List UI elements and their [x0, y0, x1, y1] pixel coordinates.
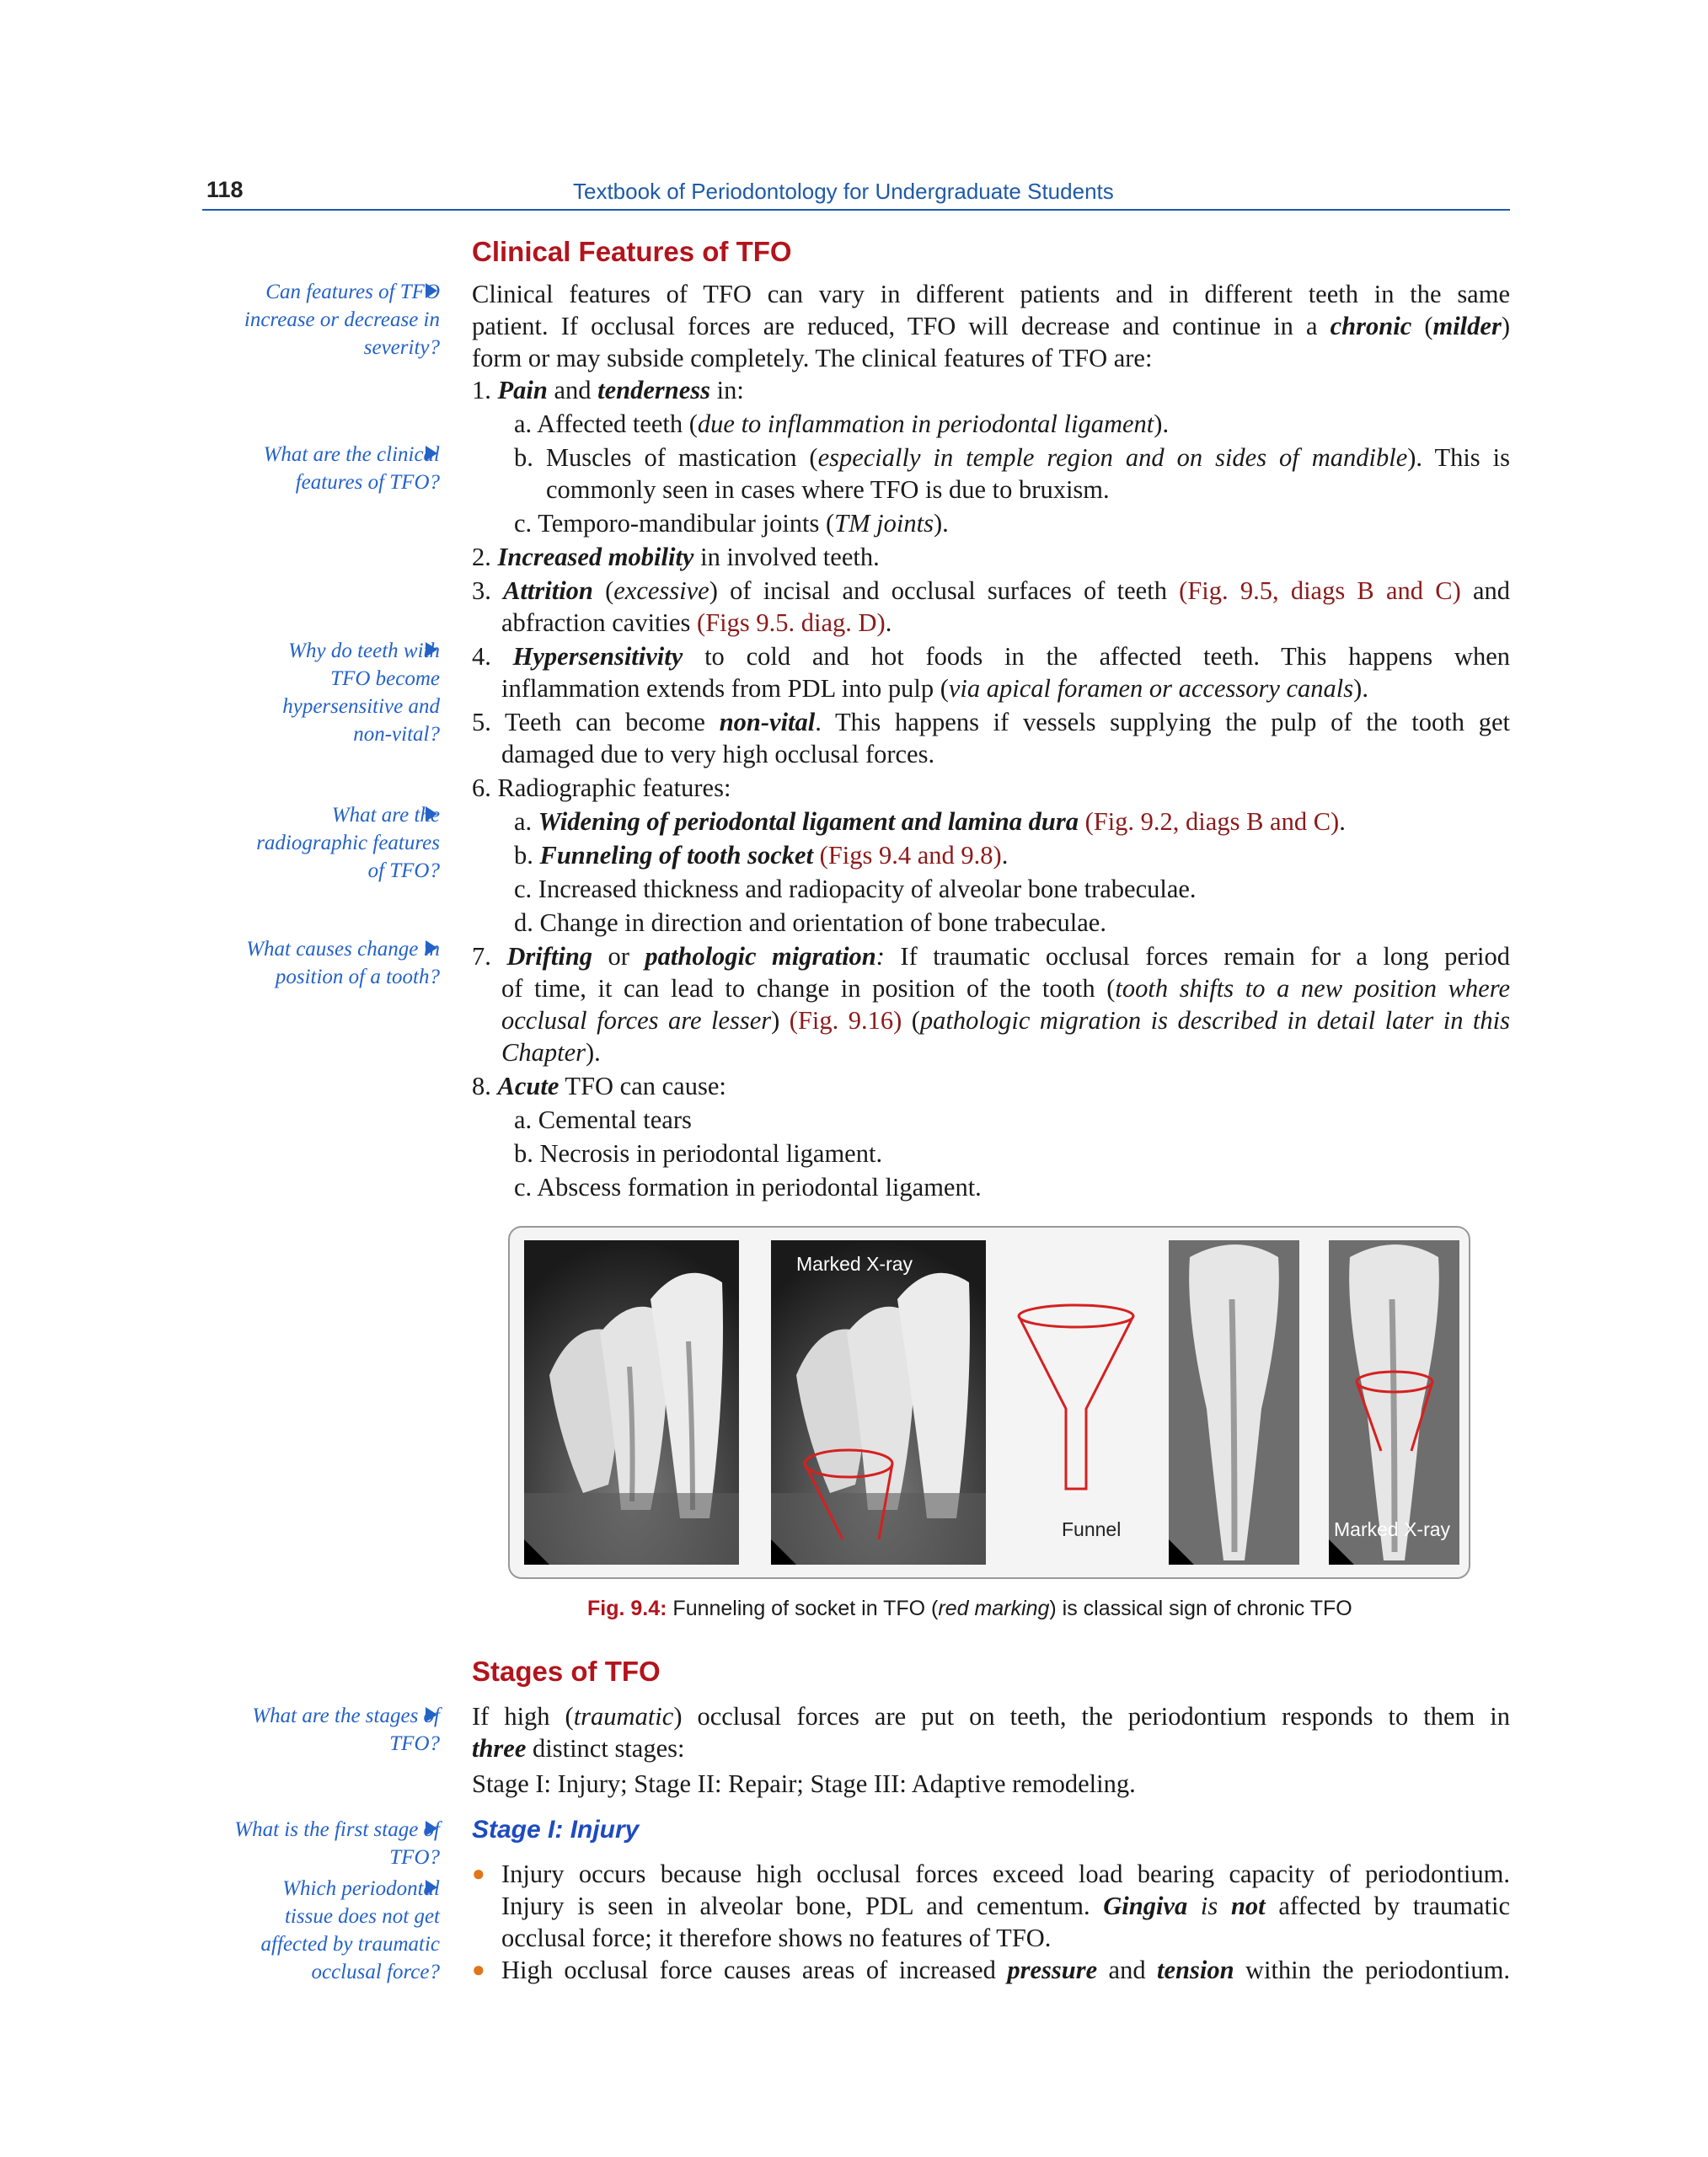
caption-text-italic: red marking	[938, 1597, 1050, 1620]
subheading-stage-1: Stage I: Injury	[472, 1816, 640, 1844]
stages-summary: Stage I: Injury; Stage II: Repair; Stage III: Adaptive remodeling.	[472, 1769, 1136, 1798]
arrow-right-icon	[426, 806, 437, 822]
margin-question-4: What are the radiographic features of TFO?	[256, 804, 440, 882]
running-head: Textbook of Periodontology for Undergraduate Students	[573, 179, 1114, 204]
arrow-right-icon	[426, 283, 437, 298]
xray-image-3	[1169, 1240, 1299, 1565]
figure-caption	[587, 1597, 1352, 1621]
margin-question-5: What causes change in position of a tooth?	[246, 938, 440, 988]
xray-label-marked: Marked X-ray	[796, 1253, 913, 1275]
arrow-right-icon	[426, 1880, 437, 1895]
margin-question-6: What are the stages of TFO?	[252, 1705, 440, 1755]
xray-image-4-marked	[1329, 1240, 1459, 1565]
section-heading-clinical-features: Clinical Features of TFO	[472, 236, 792, 267]
margin-question-1: Can features of TFO increase or decrease in severity?	[244, 281, 440, 359]
margin-question-7: What is the first stage of TFO?	[234, 1818, 440, 1869]
xray-image-1	[524, 1240, 739, 1565]
margin-question-3: Why do teeth with TFO become hypersensitive and non-vital?	[282, 640, 440, 746]
caption-text-b: ) is classical sign of chronic TFO	[1049, 1597, 1352, 1620]
page-number: 118	[206, 177, 244, 202]
arrow-right-icon	[426, 446, 437, 461]
caption-number: Fig. 9.4:	[587, 1597, 667, 1620]
xray-image-2-marked	[771, 1240, 986, 1565]
funnel-label: Funnel	[1062, 1518, 1122, 1540]
figure-9-4	[508, 1226, 1470, 1579]
margin-question-8: Which periodontal tissue does not get affected by traumatic occlusal force?	[260, 1877, 440, 1983]
caption-text-a: Funneling of socket in TFO (	[672, 1597, 939, 1620]
arrow-right-icon	[426, 940, 437, 955]
funnel-diagram	[1015, 1303, 1142, 1501]
section-heading-stages: Stages of TFO	[472, 1656, 661, 1687]
arrow-right-icon	[426, 642, 437, 657]
arrow-right-icon	[426, 1821, 437, 1836]
margin-question-2: What are the clinical features of TFO?	[263, 443, 440, 494]
header-rule	[202, 209, 1510, 211]
xray-label-marked-2: Marked X-ray	[1334, 1518, 1451, 1540]
arrow-right-icon	[426, 1707, 437, 1722]
